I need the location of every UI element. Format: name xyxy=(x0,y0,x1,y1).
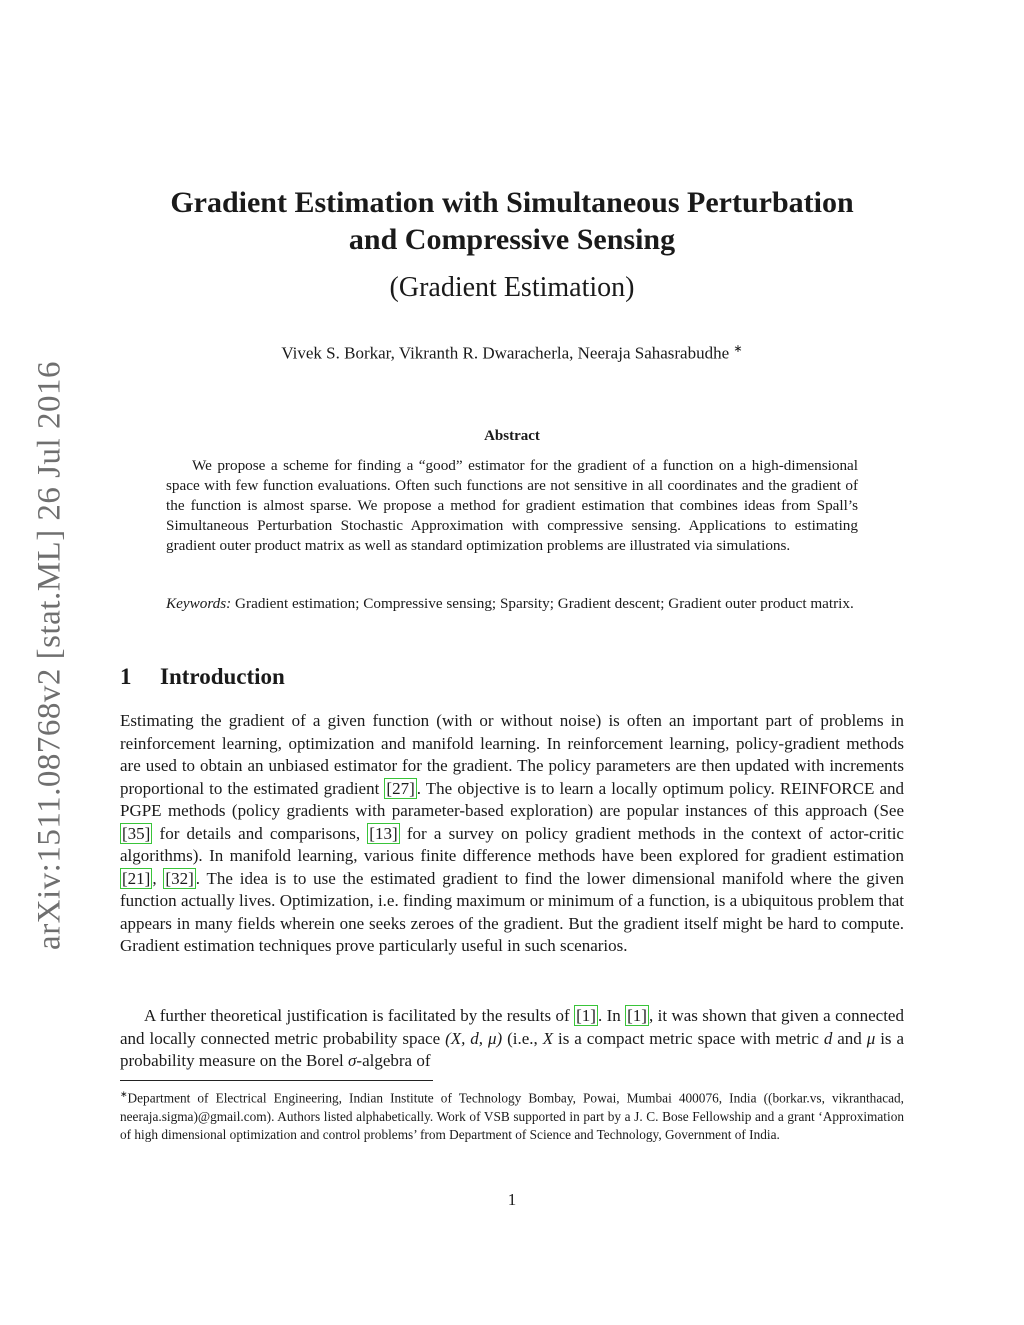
abstract-heading: Abstract xyxy=(484,428,540,444)
text-run: , xyxy=(152,868,164,888)
footnote-text: Department of Electrical Engineering, Indian Institute of Technology Bombay, Powai, Mumbai 400076, India ((borkar.vs, vikranthacad, neeraja.sigma)@gmail.com). Authors listed alphabetically. Work of VSB supported in part by a J. C. Bose Fellowship and a grant ‘Approximation of high dimensional optimization and control problems’ from Department of Science and Technology, Government of India. xyxy=(120,1090,904,1143)
paper-subtitle: (Gradient Estimation) xyxy=(389,272,635,303)
title-line-2: and Compressive Sensing xyxy=(348,223,676,256)
math-inline: X xyxy=(542,1028,554,1048)
keywords xyxy=(166,594,858,614)
intro-paragraph-2 xyxy=(120,1005,904,1073)
section-number: 1 xyxy=(120,664,132,689)
citation-link[interactable]: [32] xyxy=(165,868,194,888)
section-title: Introduction xyxy=(160,664,285,689)
author-footnote-mark[interactable]: ∗ xyxy=(733,343,743,355)
arxiv-stamp: arXiv:1511.08768v2 [stat.ML] 26 Jul 2016 xyxy=(31,361,68,950)
text-run: is a probability measure on the Borel xyxy=(120,1028,905,1070)
page-number: 1 xyxy=(507,1190,517,1209)
abstract-text: We propose a scheme for finding a “good” estimator for the gradient of a function on a high-dimensional space with few function evaluations. Often such functions are not sensitive in all coordinates and the gradient of the function is almost sparse. We propose a method for gradient estimation that combines ideas from Spall’s Simultaneous Perturbation Stochastic Approximation with compressive sensing. Applications to estimating gradient outer product matrix as well as standard optimization problems are illustrated via simulations. xyxy=(166,457,858,554)
paper-title xyxy=(0,184,1024,258)
text-run: -algebra of xyxy=(356,1051,431,1070)
text-run: and xyxy=(832,1028,867,1048)
text-run: . In xyxy=(597,1006,626,1025)
author-list: Vivek S. Borkar, Vikranth R. Dwaracherla, Neeraja Sahasrabudhe xyxy=(281,343,730,363)
math-inline: (X, d, μ) xyxy=(445,1028,503,1048)
text-run: (i.e., xyxy=(502,1028,543,1048)
text-run: , it was shown that given a connected and locally connected metric probability space xyxy=(120,1006,904,1048)
text-run: for a survey on policy gradient methods in the context of actor-critic algorithms). In manifold learning, various finite difference methods have been explored for gradient estimation xyxy=(120,823,904,865)
citation-link[interactable]: [27] xyxy=(386,778,415,798)
citation-link[interactable]: [1] xyxy=(576,1006,596,1025)
keywords-label: Keywords: xyxy=(166,595,232,612)
math-inline: σ xyxy=(348,1051,357,1070)
section-heading xyxy=(120,664,285,690)
text-run: is a compact metric space with metric xyxy=(553,1028,824,1048)
citation-link[interactable]: [35] xyxy=(122,823,151,843)
math-inline: d xyxy=(823,1028,833,1048)
keywords-text: Gradient estimation; Compressive sensing; Sparsity; Gradient descent; Gradient outer product matrix. xyxy=(235,595,854,612)
footnote xyxy=(120,1085,904,1145)
footnote-rule xyxy=(120,1080,433,1081)
authors xyxy=(0,342,1024,364)
citation-link[interactable]: [13] xyxy=(369,823,398,843)
math-inline: μ xyxy=(866,1028,876,1048)
text-run: . The objective is to learn a locally optimum policy. REINFORCE and PGPE methods (policy gradients with parameter-based exploration) are popular instances of this approach (See xyxy=(120,778,904,820)
text-run: for details and comparisons, xyxy=(152,823,368,843)
title-line-1: Gradient Estimation with Simultaneous Perturbation xyxy=(170,186,854,219)
text-run: A further theoretical justification is facilitated by the results of xyxy=(144,1006,575,1025)
footnote-mark: ∗ xyxy=(120,1089,128,1099)
citation-link[interactable]: [1] xyxy=(627,1006,647,1025)
citation-link[interactable]: [21] xyxy=(122,868,151,888)
text-run: . The idea is to use the estimated gradient to find the lower dimensional manifold where the given function actually lives. Optimization, i.e. finding maximum or minimum of a function, is a ubiquitous problem that appears in many fields wherein one seeks zeroes of the gradient. But the gradient itself might be hard to compute. Gradient estimation techniques prove particularly useful in such scenarios. xyxy=(120,868,905,955)
text-run: Estimating the gradient of a given function (with or without noise) is often an important part of problems in reinforcement learning, optimization and manifold learning. In reinforcement learning, policy-gradient methods are used to obtain an unbiased estimator for the gradient. The policy parameters are then updated with increments proportional to the estimated gradient xyxy=(120,711,904,798)
intro-paragraph-1 xyxy=(120,710,904,958)
